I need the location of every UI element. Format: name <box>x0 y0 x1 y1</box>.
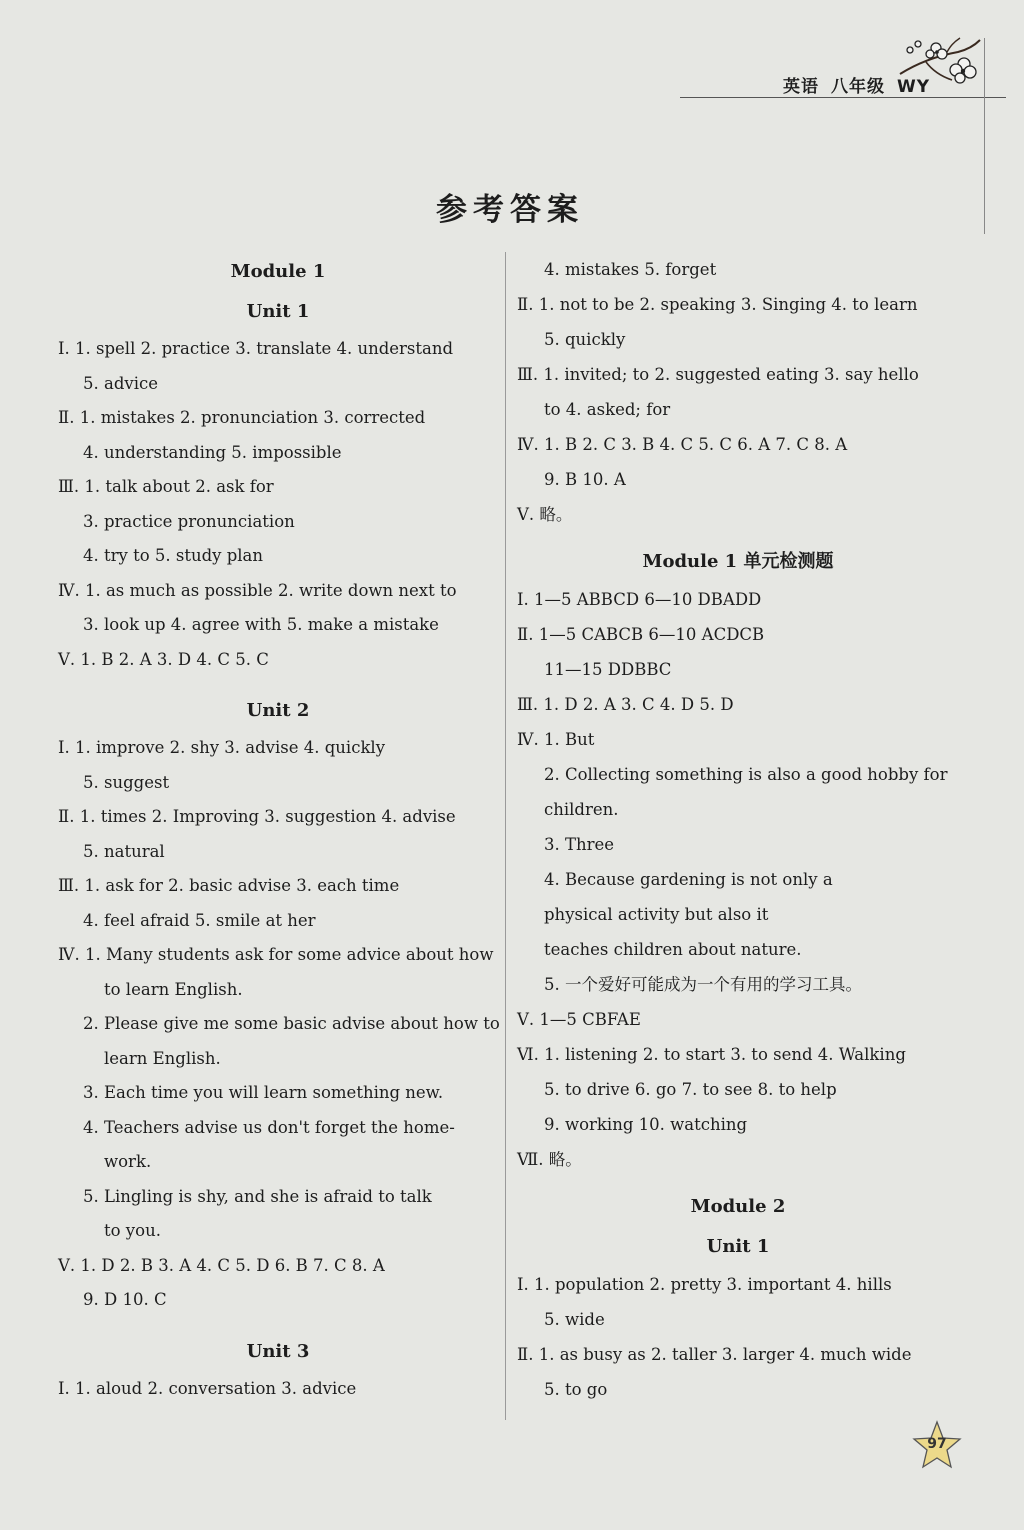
answer-line: 9. working 10. watching <box>544 1115 748 1134</box>
answer-line: 3. look up 4. agree with 5. make a mistake <box>83 615 439 634</box>
answer-line: 4. mistakes 5. forget <box>544 260 717 279</box>
answer-line: learn English. <box>104 1048 221 1068</box>
answer-line: Ⅴ. 1—5 CBFAE <box>517 1010 641 1029</box>
section-heading: Module 2 <box>690 1196 786 1217</box>
answer-line: 5. quickly <box>544 330 626 349</box>
margin-rule <box>984 38 985 234</box>
left-column <box>58 252 498 1406</box>
answer-line: 2. Collecting something is also a good hobby for <box>544 765 948 784</box>
answer-line: 5. to go <box>544 1380 608 1399</box>
answer-line: Ⅵ. 1. listening 2. to start 3. to send 4. Walking <box>517 1045 906 1064</box>
answer-line: 2. Please give me some basic advise about how to <box>83 1014 500 1033</box>
page-number: 97 <box>927 1436 947 1452</box>
answer-line: 5. Lingling is shy, and she is afraid to talk <box>83 1186 432 1206</box>
answer-line: Ⅲ. 1. D 2. A 3. C 4. D 5. D <box>517 695 734 714</box>
answer-line: physical activity but also it <box>544 905 769 924</box>
answer-line: to 4. asked; for <box>544 400 671 419</box>
answer-line: Ⅴ. 1. D 2. B 3. A 4. C 5. D 6. B 7. C 8. A <box>58 1255 385 1275</box>
plum-blossom-icon <box>896 34 982 92</box>
answer-line: Ⅲ. 1. invited; to 2. suggested eating 3. say hello <box>517 365 919 384</box>
answer-line: Ⅰ. 1—5 ABBCD 6—10 DBADD <box>517 590 762 609</box>
header-rule <box>680 97 1006 98</box>
answer-line: 5. 一个爱好可能成为一个有用的学习工具。 <box>544 975 862 994</box>
answer-line: 9. B 10. A <box>544 470 626 489</box>
answer-line: Ⅳ. 1. B 2. C 3. B 4. C 5. C 6. A 7. C 8. A <box>517 435 848 454</box>
answer-line: 9. D 10. C <box>83 1290 167 1309</box>
answer-line: Ⅱ. 1. mistakes 2. pronunciation 3. corrected <box>58 408 426 427</box>
section-heading: Unit 2 <box>246 700 310 721</box>
header-grade: 八年级 <box>831 77 885 97</box>
answer-line: 5. to drive 6. go 7. to see 8. to help <box>544 1080 837 1099</box>
answer-line: Ⅰ. 1. population 2. pretty 3. important 4. hills <box>517 1275 892 1294</box>
answer-line: to learn English. <box>104 979 243 999</box>
section-heading: Unit 1 <box>246 301 310 322</box>
answer-line: 4. Teachers advise us don't forget the home- <box>83 1117 455 1137</box>
answer-line: 5. suggest <box>83 772 170 792</box>
answer-line: Ⅳ. 1. But <box>517 730 595 749</box>
section-heading: Unit 3 <box>246 1340 310 1362</box>
answer-line: 5. advice <box>83 373 158 393</box>
answer-line: 4. Because gardening is not only a <box>544 870 833 889</box>
answer-line: Ⅲ. 1. talk about 2. ask for <box>58 477 274 496</box>
answer-line: Ⅰ. 1. improve 2. shy 3. advise 4. quickly <box>58 738 386 757</box>
answer-line: 3. Three <box>544 835 615 854</box>
answer-line: 4. understanding 5. impossible <box>83 442 342 462</box>
header-edition: WY <box>897 77 931 97</box>
section-heading: Module 1 <box>230 261 326 282</box>
answer-line: Ⅶ. 略。 <box>517 1150 582 1169</box>
right-column <box>517 252 959 1407</box>
answer-line: Ⅲ. 1. ask for 2. basic advise 3. each time <box>58 876 400 895</box>
answer-line: 5. natural <box>83 841 165 861</box>
answer-line: Ⅱ. 1. as busy as 2. taller 3. larger 4. much wide <box>517 1345 912 1364</box>
answer-line: Ⅳ. 1. Many students ask for some advice about how <box>58 945 494 964</box>
page-number-badge <box>912 1420 962 1470</box>
answer-line: Ⅰ. 1. spell 2. practice 3. translate 4. understand <box>58 339 454 358</box>
answer-line: Ⅴ. 1. B 2. A 3. D 4. C 5. C <box>58 649 269 669</box>
answer-line: 5. wide <box>544 1310 605 1329</box>
answer-line: Ⅳ. 1. as much as possible 2. write down next to <box>58 580 457 600</box>
answer-line: 11—15 DDBBC <box>544 660 672 679</box>
section-heading: Module 1 单元检测题 <box>642 551 834 572</box>
answer-line: 4. feel afraid 5. smile at her <box>83 910 316 930</box>
answer-line: Ⅱ. 1. times 2. Improving 3. suggestion 4. advise <box>58 807 456 826</box>
answer-line: to you. <box>104 1221 161 1240</box>
section-heading: Unit 1 <box>706 1236 770 1257</box>
header-subject: 英语 <box>783 77 819 97</box>
answer-line: work. <box>104 1152 152 1171</box>
answer-line: Ⅱ. 1. not to be 2. speaking 3. Singing 4. to learn <box>517 295 918 314</box>
answer-line: Ⅰ. 1. aloud 2. conversation 3. advice <box>58 1378 357 1398</box>
page-title: 参考答案 <box>436 192 584 228</box>
answer-line: 3. practice pronunciation <box>83 511 295 531</box>
answer-line: 4. try to 5. study plan <box>83 546 264 565</box>
answer-line: teaches children about nature. <box>544 940 802 959</box>
answer-line: children. <box>544 800 619 819</box>
answer-line: 3. Each time you will learn something new. <box>83 1083 444 1102</box>
column-divider <box>505 252 506 1420</box>
answer-line: Ⅱ. 1—5 CABCB 6—10 ACDCB <box>517 625 765 644</box>
answer-line: Ⅴ. 略。 <box>517 505 573 524</box>
